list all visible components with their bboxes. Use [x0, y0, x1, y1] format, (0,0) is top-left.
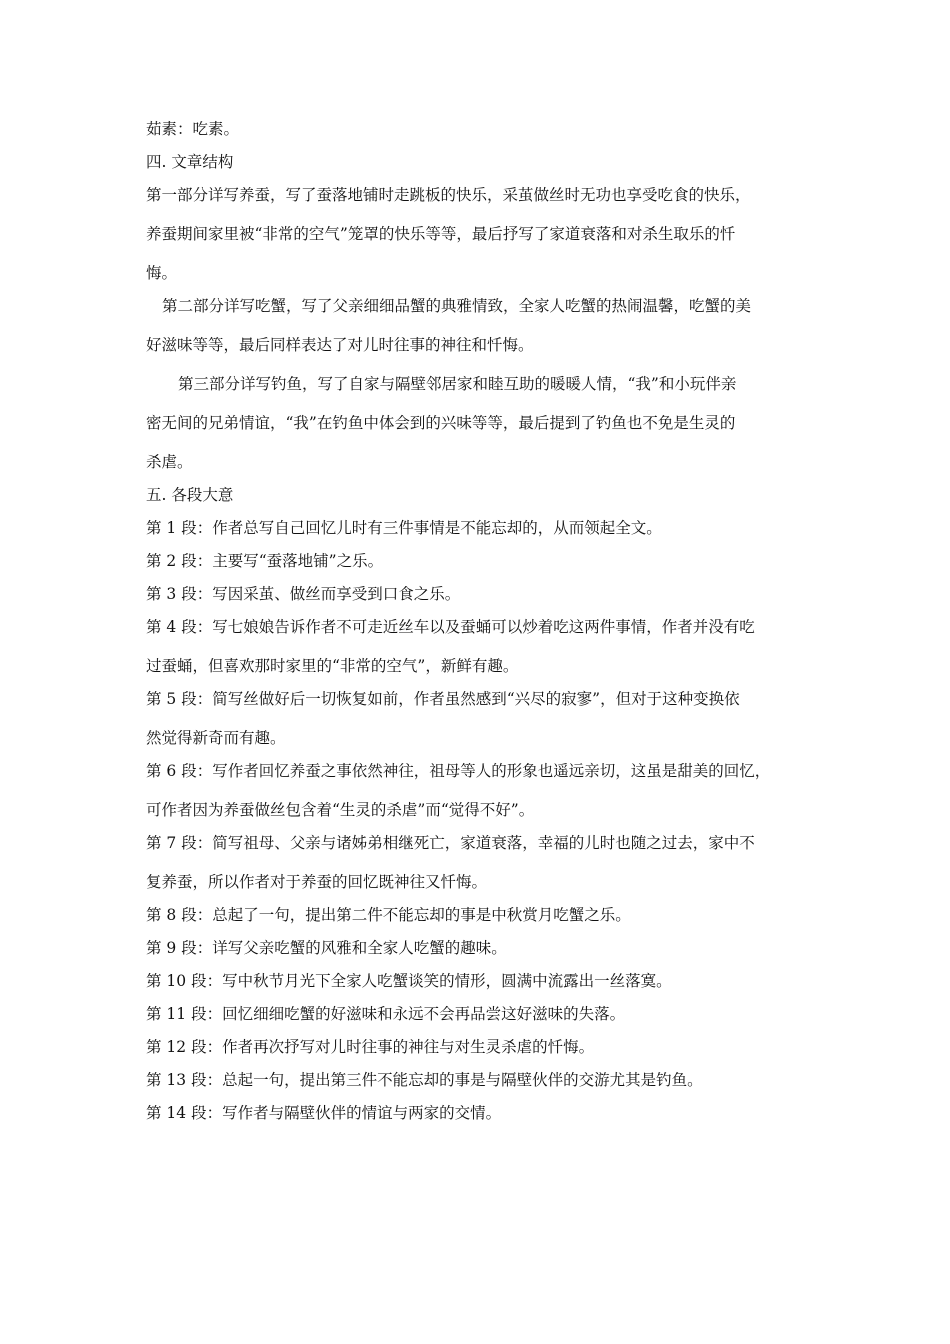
summary-line: 第 1 段：作者总写自己回忆儿时有三件事情是不能忘却的，从而领起全文。: [146, 519, 662, 537]
summary-line: 然觉得新奇而有趣。: [146, 729, 286, 747]
summary-line: 第 11 段：回忆细细吃蟹的好滋味和永远不会再品尝这好滋味的失落。: [146, 1005, 626, 1023]
paragraph-line: 杀虐。: [146, 453, 193, 471]
section-heading-structure: 四. 文章结构: [146, 153, 234, 171]
summary-line: 第 12 段：作者再次抒写对儿时往事的神往与对生灵杀虐的忏悔。: [146, 1038, 595, 1056]
summary-line: 第 4 段：写七娘娘告诉作者不可走近丝车以及蚕蛹可以炒着吃这两件事情，作者并没有吃: [146, 618, 755, 636]
paragraph-line: 密无间的兄弟情谊，“我”在钓鱼中体会到的兴味等等，最后提到了钓鱼也不免是生灵的: [146, 414, 736, 432]
summary-line: 第 7 段：简写祖母、父亲与诸姊弟相继死亡，家道衰落，幸福的儿时也随之过去，家中不: [146, 834, 755, 852]
summary-line: 第 13 段：总起一句，提出第三件不能忘却的事是与隔壁伙伴的交游尤其是钓鱼。: [146, 1071, 703, 1089]
summary-line: 过蚕蛹，但喜欢那时家里的“非常的空气”，新鲜有趣。: [146, 657, 519, 675]
paragraph-line: 养蚕期间家里被“非常的空气”笼罩的快乐等等，最后抒写了家道衰落和对杀生取乐的忏: [146, 225, 736, 243]
paragraph-line: 第一部分详写养蚕，写了蚕落地铺时走跳板的快乐，采茧做丝时无功也享受吃食的快乐，: [146, 186, 751, 204]
summary-line: 复养蚕，所以作者对于养蚕的回忆既神往又忏悔。: [146, 873, 488, 891]
summary-line: 可作者因为养蚕做丝包含着“生灵的杀虐”而“觉得不好”。: [146, 801, 535, 819]
summary-line: 第 3 段：写因采茧、做丝而享受到口食之乐。: [146, 585, 461, 603]
summary-line: 第 2 段：主要写“蚕落地铺”之乐。: [146, 552, 384, 570]
paragraph-line: 第二部分详写吃蟹，写了父亲细细品蟹的典雅情致，全家人吃蟹的热闹温馨，吃蟹的美: [162, 297, 752, 315]
summary-line: 第 14 段：写作者与隔壁伙伴的情谊与两家的交情。: [146, 1104, 502, 1122]
summary-line: 第 6 段：写作者回忆养蚕之事依然神往，祖母等人的形象也遥远亲切，这虽是甜美的回忆，: [146, 762, 771, 780]
summary-line: 第 5 段：简写丝做好后一切恢复如前，作者虽然感到“兴尽的寂寥”，但对于这种变换依: [146, 690, 740, 708]
paragraph-line: 悔。: [146, 264, 178, 282]
section-heading-summary: 五. 各段大意: [146, 486, 234, 504]
paragraph-line: 第三部分详写钓鱼，写了自家与隔壁邻居家和睦互助的暖暖人情，“我”和小玩伴亲: [178, 375, 737, 393]
document-body: [146, 118, 826, 1124]
summary-line: 第 8 段：总起了一句，提出第二件不能忘却的事是中秋赏月吃蟹之乐。: [146, 906, 631, 924]
paragraph-line: 好滋味等等，最后同样表达了对儿时往事的神往和忏悔。: [146, 336, 534, 354]
summary-line: 第 9 段：详写父亲吃蟹的风雅和全家人吃蟹的趣味。: [146, 939, 507, 957]
glossary-line: 茹素：吃素。: [146, 120, 240, 138]
summary-line: 第 10 段：写中秋节月光下全家人吃蟹谈笑的情形，圆满中流露出一丝落寞。: [146, 972, 672, 990]
